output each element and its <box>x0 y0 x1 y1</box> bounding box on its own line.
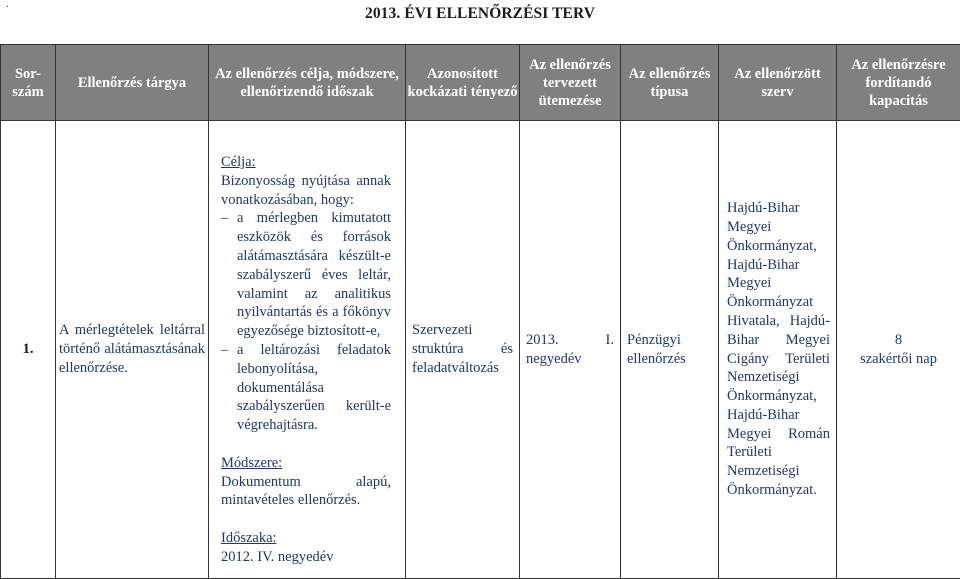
row-goal-cell <box>209 121 406 579</box>
capacity-number: 8 <box>894 331 903 348</box>
row-org: Hajdú-Bihar Megyei Önkormányzat, Hajdú-Bihar Megyei Önkormányzat Hivatala, Hajdú-Bihar Megyei Cigány Területi Nemzetiségi Önkormányzat, Hajdú-Bihar Megyei Román Területi Nemzetiségi Önkormányzat. <box>727 200 830 499</box>
method-label: Módszere: <box>221 454 283 471</box>
row-risk-cell <box>406 121 520 579</box>
header-row <box>1 45 960 121</box>
goal-item: – a leltározási feladatok lebonyolítása, dokumentálása szabályszerűen került-e végrehajtásra. <box>221 341 391 434</box>
header-risk: Azonosított kockázati tényező <box>406 45 520 121</box>
goal-item: – a mérlegben kimutatott eszközök és források alátámasztására készült-e szabályszerű éves leltár, valamint az analitikus nyilvántartás és a főkönyv egyezősége biztosított-e, <box>221 210 391 340</box>
row-schedule: 2013. I. negyedév <box>526 331 614 367</box>
row-capacity-cell <box>837 121 960 579</box>
row-number: 1. <box>1 121 56 579</box>
header-type: Az ellenőrzés típusa <box>621 45 719 121</box>
header-goal: Az ellenőrzés célja, módszere, ellenőrizendő időszak <box>209 45 406 121</box>
dash-bullet-icon: – <box>221 341 229 358</box>
row-type: Pénzügyi ellenőrzés <box>621 121 719 579</box>
row-org-cell <box>719 121 837 579</box>
goal-label: Célja: <box>221 154 256 170</box>
row-subject-cell <box>56 121 209 579</box>
period-text: 2012. IV. negyedév <box>221 548 334 565</box>
capacity-unit: szakértői nap <box>860 350 937 367</box>
goal-intro: Bizonyosság nyújtása annak vonatkozásában, hogy: <box>221 172 391 208</box>
method-text: Dokumentum alapú, mintavételes ellenőrzés. <box>221 473 391 509</box>
row-schedule-cell <box>520 121 621 579</box>
row-risk: Szervezeti struktúra és feladatváltozás <box>412 322 513 376</box>
table-row <box>1 121 960 579</box>
goal-list <box>221 209 391 435</box>
page-marker: . <box>6 0 9 10</box>
header-org: Az ellenőrzött szerv <box>719 45 837 121</box>
audit-plan-table <box>0 44 960 579</box>
header-subject: Ellenőrzés tárgya <box>56 45 209 121</box>
header-number: Sor- szám <box>1 45 56 121</box>
period-label: Időszaka: <box>221 529 277 546</box>
dash-bullet-icon: – <box>221 210 229 227</box>
page-title: 2013. ÉVI ELLENŐRZÉSI TERV <box>364 5 596 22</box>
row-subject: A mérlegtételek leltárral történő alátámasztásának ellenőrzése. <box>59 322 205 376</box>
header-capacity: Az ellenőrzésre fordítandó kapacitás <box>837 45 960 121</box>
header-schedule: Az ellenőrzés tervezett ütemezése <box>520 45 621 121</box>
